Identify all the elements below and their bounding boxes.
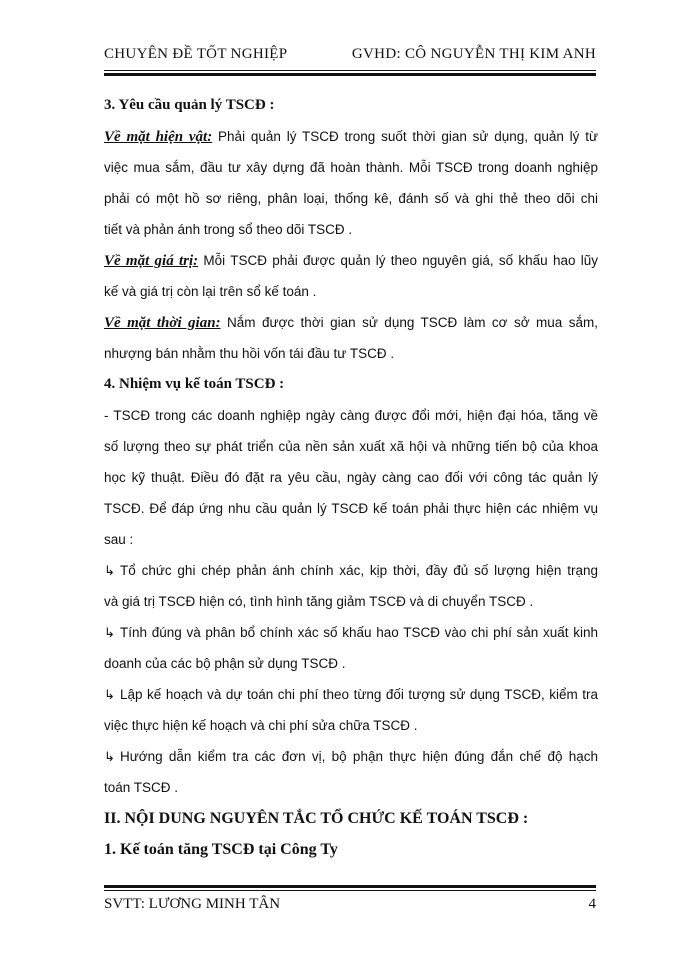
task-text: Tính đúng và phân bổ chính xác số khấu hao TSCĐ vào chi phí sản xuất kinh	[120, 625, 598, 640]
header-advisor: GVHD: CÔ NGUYỄN THỊ KIM ANH	[351, 46, 596, 62]
task-text: Lập kế hoạch và dự toán chi phí theo từng đối tượng sử dụng TSCĐ, kiểm tra	[120, 687, 598, 702]
paragraph-line: tiết và phản ánh trong sổ theo dõi TSCĐ .	[104, 222, 353, 237]
footer-rule-thin	[104, 890, 596, 891]
section-II-subheading: 1. Kế toán tăng TSCĐ tại Công Ty	[104, 841, 338, 858]
task-text: Hướng dẫn kiểm tra các đơn vị, bộ phận thực hiện đúng đắn chế độ hạch	[120, 749, 598, 764]
label-thoi-gian: Về mặt thời gian:	[104, 315, 221, 331]
paragraph-line: kế và giá trị còn lại trên sổ kế toán .	[104, 284, 317, 299]
text: Mỗi TSCĐ phải được quản lý theo nguyên giá, số khấu hao lũy	[203, 253, 598, 268]
paragraph-line: nhượng bán nhằm thu hồi vốn tái đầu tư TSCĐ .	[104, 346, 395, 361]
task-item	[104, 555, 598, 586]
task-item	[104, 741, 598, 772]
page-header	[104, 46, 596, 70]
text: Phải quản lý TSCĐ trong suốt thời gian sử dụng, quản lý từ	[218, 129, 598, 144]
header-rule-thick	[104, 73, 596, 76]
paragraph-line: số lượng theo sự phát triển của nền sản xuất xã hội và những tiến bộ của khoa	[104, 439, 598, 454]
task-item-cont: việc thực hiện kế hoạch và chi phí sửa chữa TSCĐ .	[104, 718, 418, 733]
arrow-bullet-icon: ↳	[104, 749, 115, 764]
task-item	[104, 679, 598, 710]
paragraph-line	[104, 245, 598, 276]
section-4-heading: 4. Nhiệm vụ kế toán TSCĐ :	[104, 376, 285, 392]
arrow-bullet-icon: ↳	[104, 625, 115, 640]
paragraph-line: phải có một hồ sơ riêng, phân loại, thống kê, đánh số và ghi thẻ theo dõi chi	[104, 191, 598, 206]
footer-rule-thick	[104, 885, 596, 888]
header-rule-thin	[104, 70, 596, 71]
section-II-heading: II. NỘI DUNG NGUYÊN TẮC TỔ CHỨC KẾ TOÁN TSCĐ :	[104, 810, 529, 827]
label-hien-vat: Về mặt hiện vật:	[104, 129, 213, 145]
task-item-cont: và giá trị TSCĐ hiện có, tình hình tăng giảm TSCĐ và di chuyển TSCĐ .	[104, 594, 534, 609]
paragraph-line: TSCĐ. Để đáp ứng nhu cầu quản lý TSCĐ kế toán phải thực hiện các nhiệm vụ	[104, 501, 598, 516]
paragraph-line: học kỹ thuật. Điều đó đặt ra yêu cầu, ngày càng cao đối với công tác quản lý	[104, 470, 598, 485]
paragraph-line: - TSCĐ trong các doanh nghiệp ngày càng được đổi mới, hiện đại hóa, tăng về	[104, 408, 598, 423]
paragraph-line	[104, 307, 598, 338]
paragraph-line: sau :	[104, 532, 134, 547]
section-3-heading: 3. Yêu cầu quản lý TSCĐ :	[104, 97, 275, 113]
page-body	[104, 90, 598, 865]
page-number: 4	[588, 896, 596, 912]
text: Nắm được thời gian sử dụng TSCĐ làm cơ sở mua sắm,	[227, 315, 598, 330]
footer-student: SVTT: LƯƠNG MINH TÂN	[104, 896, 281, 912]
arrow-bullet-icon: ↳	[104, 687, 115, 702]
arrow-bullet-icon: ↳	[104, 563, 115, 578]
task-item-cont: toán TSCĐ .	[104, 780, 179, 795]
header-title: CHUYÊN ĐỀ TỐT NGHIỆP	[104, 46, 288, 62]
task-item-cont: doanh của các bộ phận sử dụng TSCĐ .	[104, 656, 346, 671]
label-gia-tri: Về mặt giá trị:	[104, 253, 199, 269]
paragraph-line: việc mua sắm, đầu tư xây dựng đã hoàn thành. Mỗi TSCĐ trong doanh nghiệp	[104, 160, 598, 175]
page-footer	[104, 896, 596, 920]
task-text: Tổ chức ghi chép phản ánh chính xác, kịp thời, đầy đủ số lượng hiện trạng	[120, 563, 598, 578]
task-item	[104, 617, 598, 648]
paragraph-line	[104, 121, 598, 152]
